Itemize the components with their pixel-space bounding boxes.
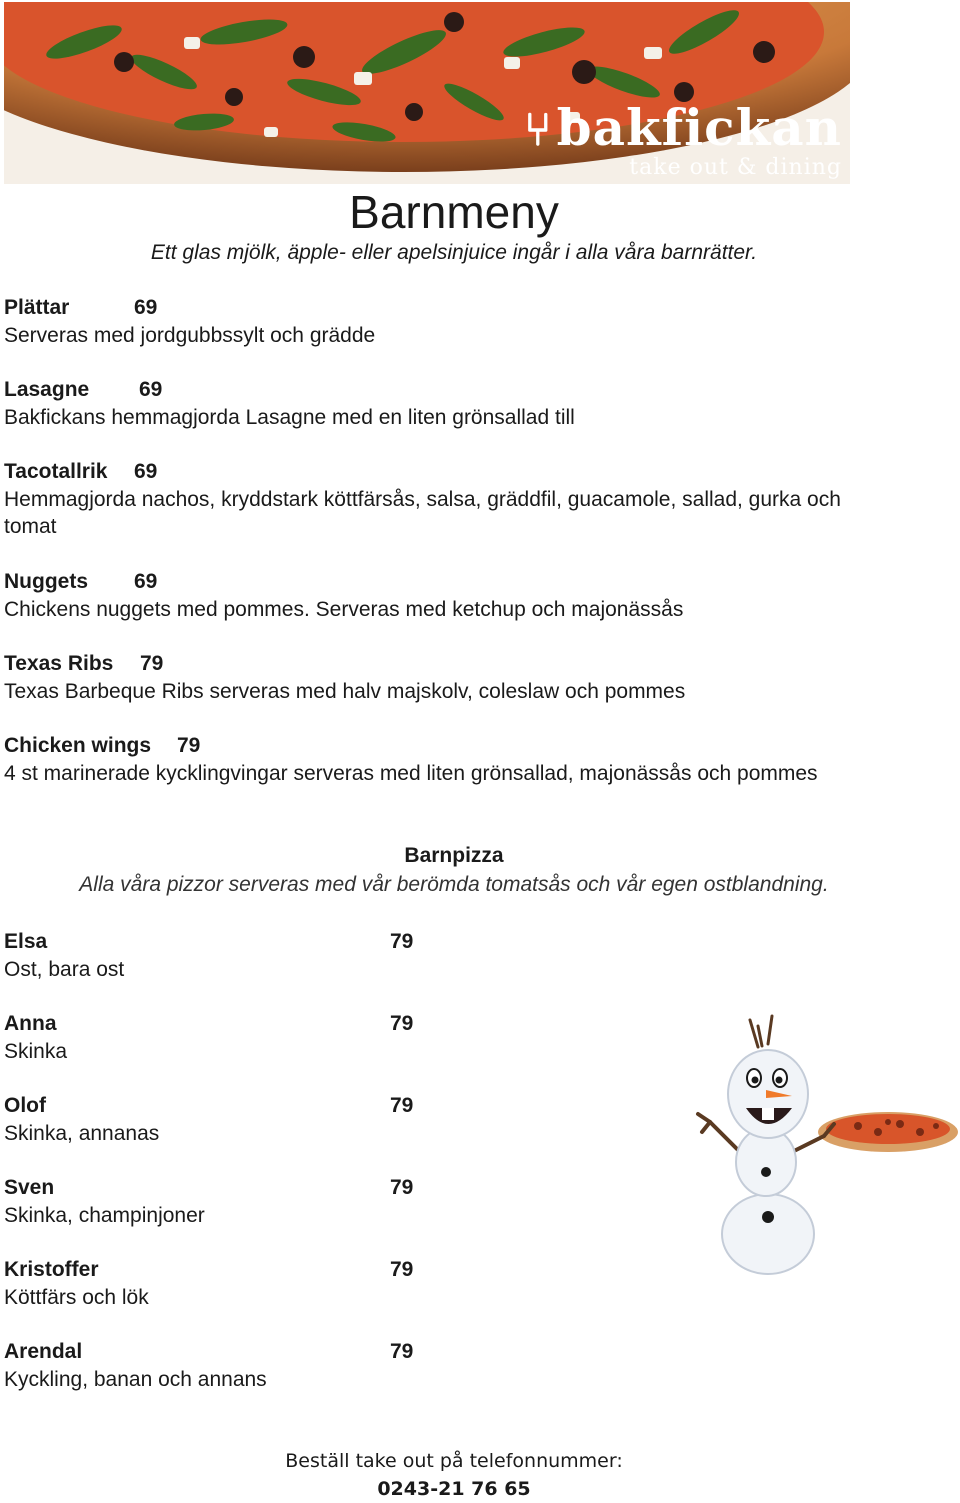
pizza-item-elsa: [4, 928, 444, 983]
pizza-price: 79: [390, 1340, 414, 1363]
dish-name: Lasagne: [4, 378, 90, 401]
pizza-item-kristoffer: [4, 1256, 444, 1311]
pizza-item-sven: [4, 1174, 444, 1229]
dish-description: Chickens nuggets med pommes. Serveras med ketchup och majonässås: [4, 597, 684, 621]
pizza-item-olof: [4, 1092, 444, 1147]
pizza-description: Köttfärs och lök: [4, 1285, 149, 1309]
menu-item-lasagne: [4, 376, 884, 431]
dish-price: 69: [134, 296, 158, 319]
page-subtitle: Ett glas mjölk, äpple- eller apelsinjuice ingår i alla våra barnrätter.: [150, 241, 758, 264]
menu-item-chicken-wings: [4, 732, 884, 787]
pizza-price: 79: [390, 1094, 414, 1117]
pizza-name: Sven: [4, 1176, 55, 1199]
pizza-price: 79: [390, 1176, 414, 1199]
menu-item-texas-ribs: [4, 650, 884, 705]
dish-price: 69: [134, 460, 158, 483]
dish-price: 79: [140, 652, 164, 675]
pizza-name: Kristoffer: [4, 1258, 99, 1281]
fork-knife-icon: ⑂: [524, 102, 553, 156]
section-subtitle: Alla våra pizzor serveras med vår berömda tomatsås och vår egen ostblandning.: [79, 873, 829, 896]
pizza-price: 79: [390, 1258, 414, 1281]
pizza-description: Kyckling, banan och annans: [4, 1367, 267, 1391]
pizza-description: Skinka, champinjoner: [4, 1203, 205, 1227]
header-banner: [4, 2, 850, 184]
dish-price: 69: [134, 570, 158, 593]
dish-name: Tacotallrik: [4, 460, 108, 483]
section-title: Barnpizza: [404, 844, 504, 867]
dish-name: Nuggets: [4, 570, 88, 593]
page-title: Barnmeny: [349, 186, 559, 238]
dish-description: 4 st marinerade kycklingvingar serveras med liten grönsallad, majonässås och pommes: [4, 761, 818, 785]
dish-name: Texas Ribs: [4, 652, 114, 675]
pizza-name: Elsa: [4, 930, 48, 953]
footer-text: Beställ take out på telefonnummer:: [285, 1450, 623, 1472]
pizza-description: Skinka: [4, 1039, 68, 1063]
menu-item-tacotallrik: [4, 458, 884, 541]
dish-description: Serveras med jordgubbssylt och grädde: [4, 323, 376, 347]
pizza-price: 79: [390, 1012, 414, 1035]
dish-name: Chicken wings: [4, 734, 152, 757]
dish-price: 79: [177, 734, 201, 757]
pizza-description: Skinka, annanas: [4, 1121, 160, 1145]
logo-tagline: take out & dining: [629, 155, 842, 180]
pizza-item-anna: [4, 1010, 444, 1065]
pizza-name: Olof: [4, 1094, 46, 1117]
snowman-icon: [688, 1012, 960, 1282]
pizza-name: Arendal: [4, 1340, 83, 1363]
footer: [0, 1447, 908, 1503]
dish-description: Texas Barbeque Ribs serveras med halv majskolv, coleslaw och pommes: [4, 679, 686, 703]
dish-description: Hemmagjorda nachos, kryddstark köttfärsås, salsa, gräddfil, guacamole, sallad, gurka och tomat: [4, 487, 841, 538]
pizza-price: 79: [390, 930, 414, 953]
pizza-item-arendal: [4, 1338, 444, 1393]
logo: [524, 98, 842, 180]
snowman-pizza-illustration: [688, 1012, 960, 1282]
pizza-name: Anna: [4, 1012, 57, 1035]
menu-item-plattar: [4, 294, 884, 349]
logo-name: bakfickan: [556, 98, 842, 157]
pizza-description: Ost, bara ost: [4, 957, 125, 981]
dish-description: Bakfickans hemmagjorda Lasagne med en liten grönsallad till: [4, 405, 575, 429]
dish-name: Plättar: [4, 296, 70, 319]
phone-number: 0243-21 76 65: [377, 1478, 531, 1500]
menu-item-nuggets: [4, 568, 884, 623]
dish-price: 69: [139, 378, 163, 401]
